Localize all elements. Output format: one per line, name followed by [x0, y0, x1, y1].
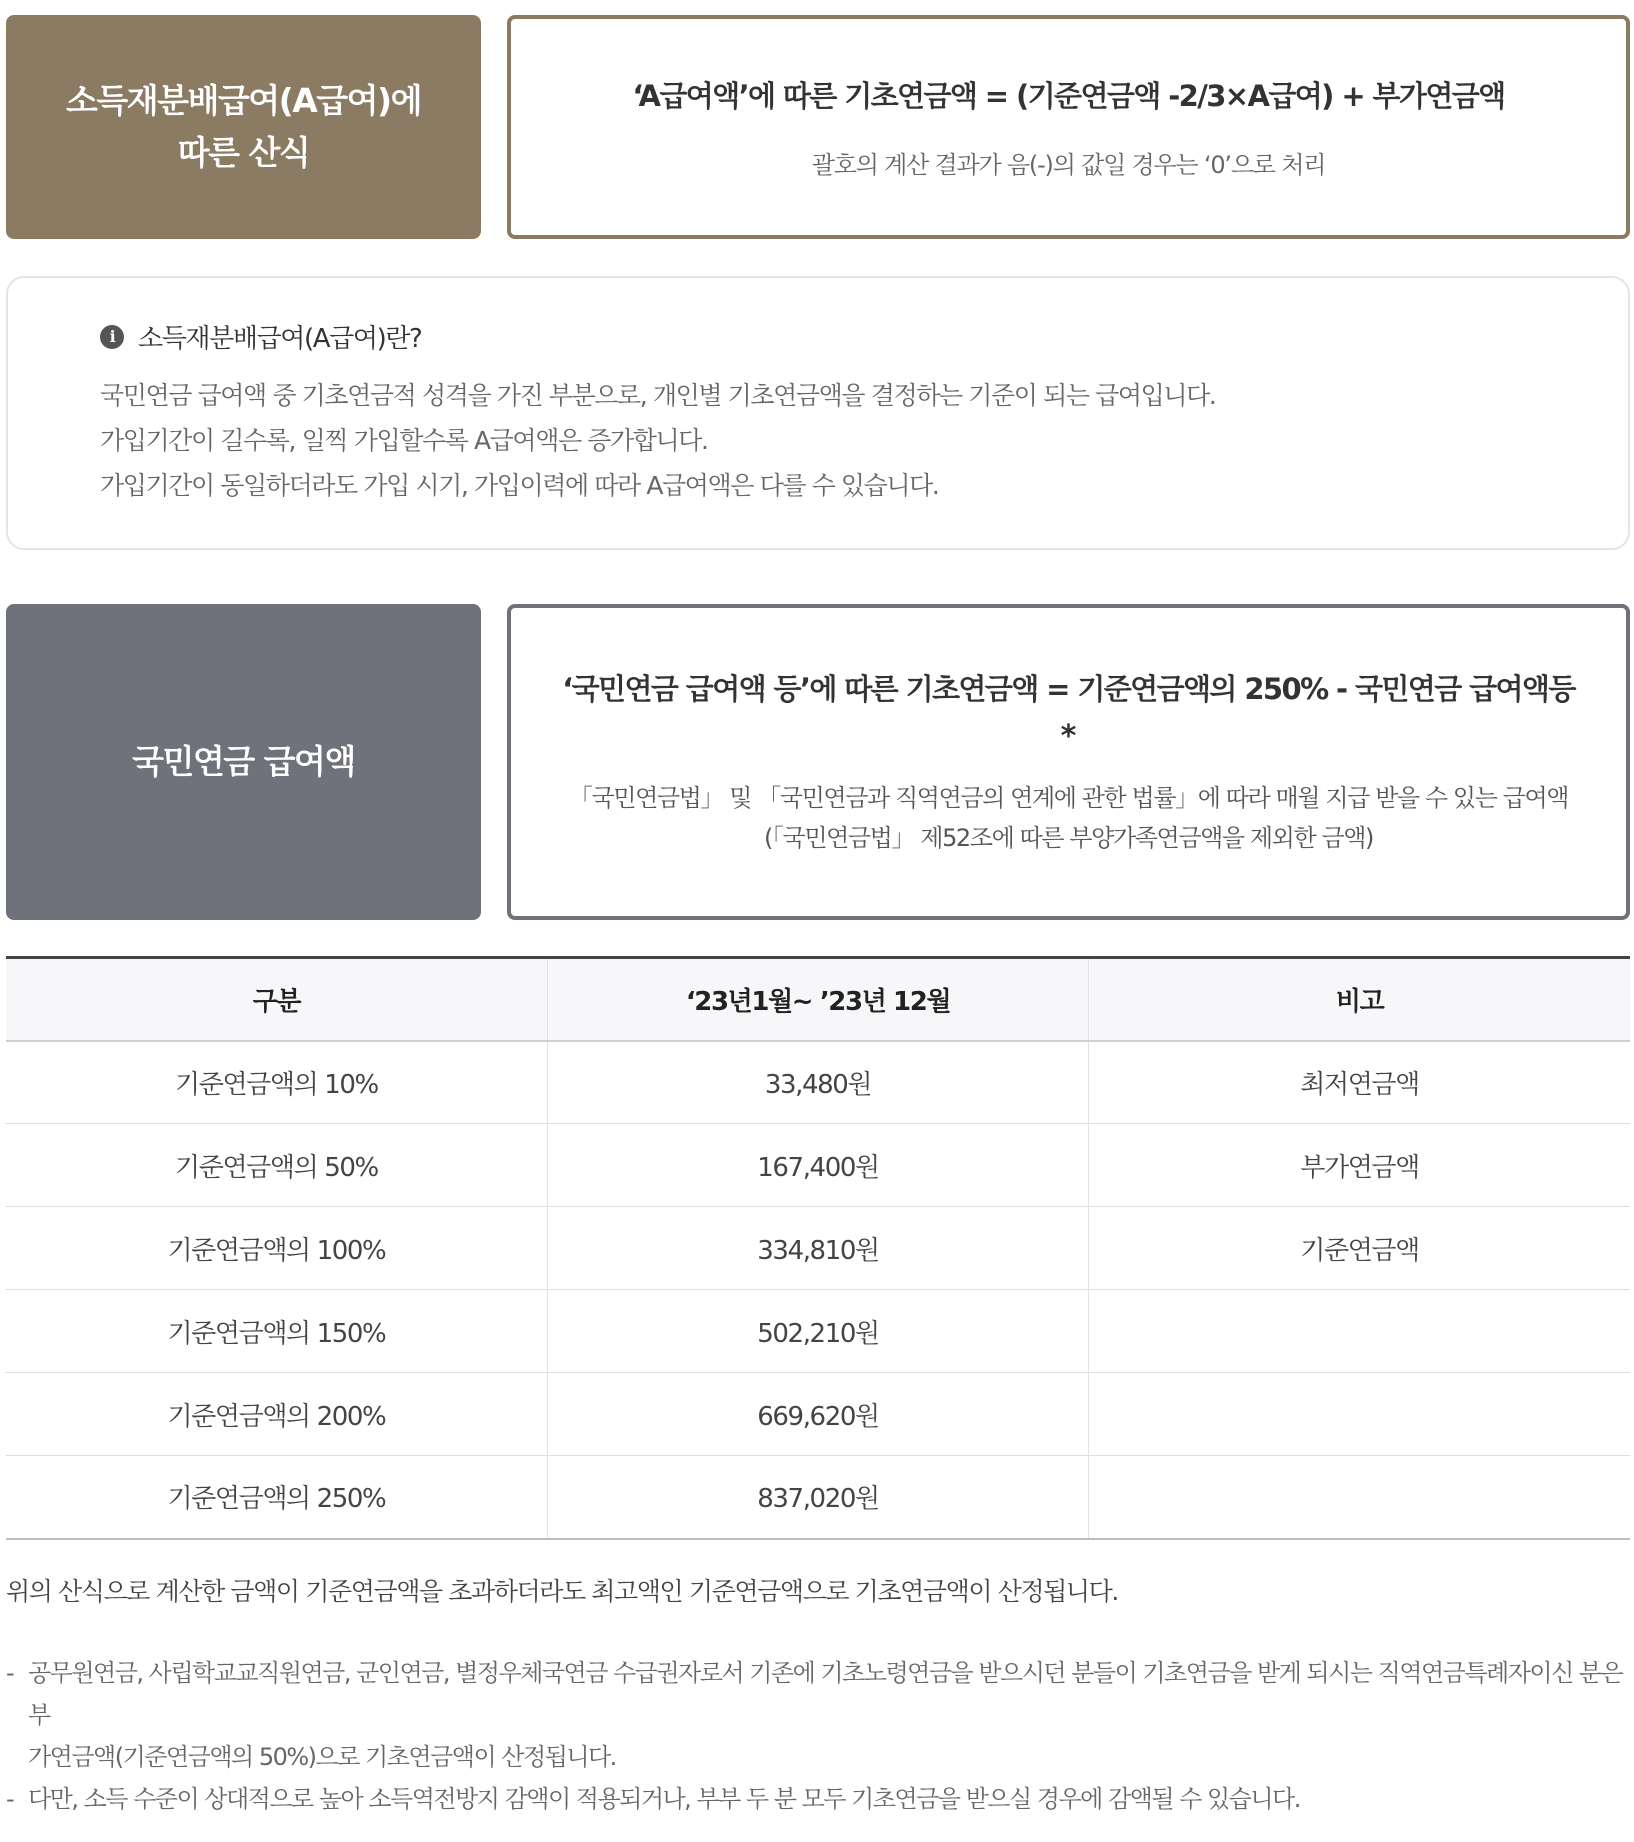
note-item-line: 공무원연금, 사립학교교직원연금, 군인연금, 별정우체국연금 수급권자로서 기존에 기초노령연금을 받으시던 분들이 기초연금을 받게 되시는 직역연금특례자이신 분은 부 [28, 1659, 1623, 1729]
formula-b-row [6, 604, 1630, 920]
dash-marker: - [6, 1785, 14, 1813]
note-item-line: 다만, 소득 수준이 상대적으로 높아 소득역전방지 감액이 적용되거나, 부부 두 분 모두 기초연금을 받으실 경우에 감액될 수 있습니다. [28, 1785, 1300, 1813]
table-cell-remarks: 최저연금액 [1089, 1041, 1630, 1124]
table-header-category: 구분 [6, 958, 547, 1041]
table-header-remarks: 비고 [1089, 958, 1630, 1041]
formula-b-note-line2: (「국민연금법」 제52조에 따른 부양가족연금액을 제외한 금액) [763, 823, 1374, 852]
note-item-line: 가연금액(기준연금액의 50%)으로 기초연금액이 산정됩니다. [28, 1743, 616, 1771]
table-cell-category: 기준연금액의 150% [6, 1290, 547, 1373]
table-cell-remarks [1089, 1456, 1630, 1539]
table-row [6, 1207, 1630, 1290]
table-header-period: ‘23년1월~ ’23년 12월 [547, 958, 1088, 1041]
pension-table [6, 956, 1630, 1540]
formula-a-note: 괄호의 계산 결과가 음(-)의 값일 경우는 ‘0’으로 처리 [811, 151, 1326, 179]
table-cell-remarks [1089, 1290, 1630, 1373]
table-row [6, 1124, 1630, 1207]
table-cell-remarks: 기준연금액 [1089, 1207, 1630, 1290]
table-cell-remarks [1089, 1373, 1630, 1456]
info-line: 가입기간이 길수록, 일찍 가입할수록 A급여액은 증가합니다. [100, 426, 708, 455]
table-cell-amount: 334,810원 [547, 1207, 1088, 1290]
table-cell-category: 기준연금액의 250% [6, 1456, 547, 1539]
formula-b-text: ‘국민연금 급여액 등’에 따른 기초연금액 = 기준연금액의 250% - 국민연금 급여액등 [562, 671, 1575, 706]
table-cell-remarks: 부가연금액 [1089, 1124, 1630, 1207]
pension-table-wrap [6, 956, 1630, 1540]
table-cell-amount: 669,620원 [547, 1373, 1088, 1456]
formula-a-label-line2: 따른 산식 [177, 133, 310, 172]
formula-b-label-text: 국민연금 급여액 [132, 742, 355, 781]
max-amount-note: 위의 산식으로 계산한 금액이 기준연금액을 초과하더라도 최고액인 기준연금액으로 기초연금액이 산정됩니다. [6, 1577, 1118, 1606]
table-header-row [6, 958, 1630, 1041]
formula-b-note-line1: 「국민연금법」 및 「국민연금과 직역연금의 연계에 관한 법률」에 따라 매월 지급 받을 수 있는 급여액 [568, 783, 1569, 812]
table-row [6, 1456, 1630, 1539]
table-row [6, 1290, 1630, 1373]
table-cell-category: 기준연금액의 200% [6, 1373, 547, 1456]
info-title [100, 318, 1628, 355]
table-cell-amount: 33,480원 [547, 1041, 1088, 1124]
table-cell-category: 기준연금액의 100% [6, 1207, 547, 1290]
table-cell-category: 기준연금액의 10% [6, 1041, 547, 1124]
note-list [6, 1652, 1626, 1820]
info-icon: i [100, 325, 124, 349]
formula-a-box [507, 15, 1630, 239]
dash-marker: - [6, 1659, 14, 1687]
info-lines [100, 373, 1628, 508]
table-cell-amount: 837,020원 [547, 1456, 1088, 1539]
note-item [6, 1652, 1626, 1778]
formula-a-text: ‘A급여액’에 따른 기초연금액 = (기준연금액 -2/3×A급여) + 부가연금액 [632, 79, 1505, 113]
table-cell-amount: 502,210원 [547, 1290, 1088, 1373]
formula-b-asterisk: * [1060, 718, 1077, 754]
info-title-text: 소득재분배급여(A급여)란? [138, 324, 422, 354]
a-benefit-info-box [6, 276, 1630, 550]
formula-b-label [6, 604, 481, 920]
note-item [6, 1778, 1626, 1820]
info-line: 국민연금 급여액 중 기초연금적 성격을 가진 부분으로, 개인별 기초연금액을 결정하는 기준이 되는 급여입니다. [100, 381, 1216, 410]
formula-a-label [6, 15, 481, 239]
table-row [6, 1041, 1630, 1124]
formula-a-label-line1: 소득재분배급여(A급여)에 [66, 81, 421, 120]
formula-b-note [569, 778, 1568, 858]
table-cell-amount: 167,400원 [547, 1124, 1088, 1207]
table-row [6, 1373, 1630, 1456]
info-line: 가입기간이 동일하더라도 가입 시기, 가입이력에 따라 A급여액은 다를 수 있습니다. [100, 471, 939, 500]
table-cell-category: 기준연금액의 50% [6, 1124, 547, 1207]
formula-b-box [507, 604, 1630, 920]
formula-a-row [6, 15, 1630, 239]
